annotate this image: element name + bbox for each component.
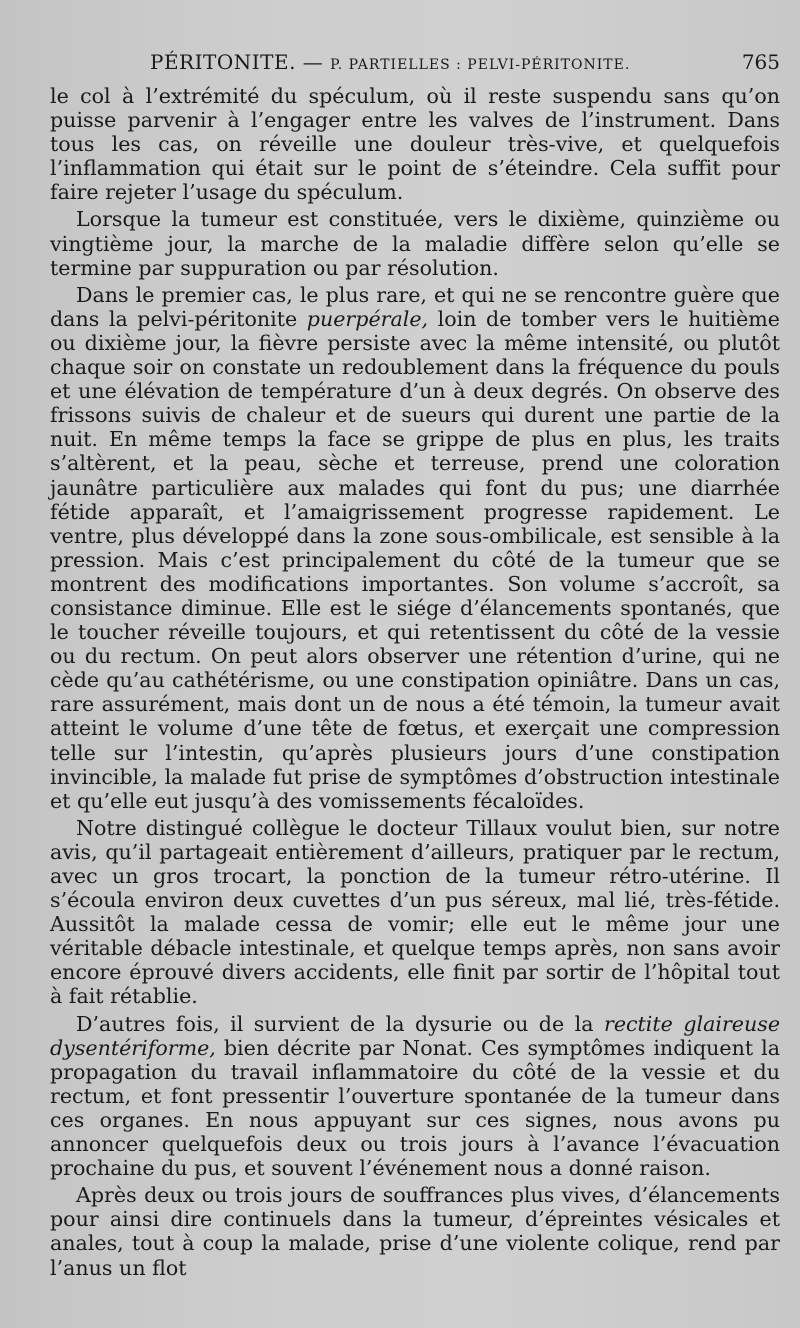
paragraph-4: Notre distingué collègue le docteur Tillaux voulut bien, sur notre avis, qu’il partageait entièrement d’ailleurs, pratiquer par le rectum, avec un gros trocart, la ponction de la tumeur rétro-utérine. Il s’écoula environ deux cuvettes d’un pus séreux, mal lié, très-fétide. Aussitôt la malade cessa de vomir; elle eut le même jour une véritable débacle intestinale, et quelque temps après, non sans avoir encore éprouvé divers accidents, elle finit par sortir de l’hôpital tout à fait rétablie. [50, 815, 780, 1009]
paragraph-5-text-a: D’autres fois, il survient de la dysurie ou de la [76, 1011, 604, 1036]
paragraph-3 [50, 283, 780, 813]
running-head-dash: — [295, 50, 331, 74]
running-head-subtitle: P. PARTIELLES : PELVI-PÉRITONITE. [330, 57, 631, 73]
running-head-title: PÉRITONITE. [150, 50, 296, 74]
page-number: 765 [741, 50, 780, 74]
paragraph-1: le col à l’extrémité du spéculum, où il reste suspendu sans qu’on puisse parvenir à l’engager entre les valves de l’instrument. Dans tous les cas, on réveille une douleur très-vive, et quelquefois l’inflammation qui était sur le point de s’éteindre. Cela suffit pour faire rejeter l’usage du spéculum. [50, 84, 780, 205]
running-head [150, 50, 630, 74]
paragraph-3-italic: puerpérale, [306, 306, 429, 331]
body-text [50, 84, 780, 1280]
page-header [120, 50, 780, 80]
paragraph-5 [50, 1012, 780, 1181]
paragraph-3-text-a: Dans le premier cas, le plus rare, et qui ne se rencontre guère que dans la pelvi-péritonite [50, 282, 780, 331]
paragraph-3-text-b: loin de tomber vers le huitième ou dixième jour, la fièvre persiste avec la même intensité, ou plutôt chaque soir on constate un redoublement dans la fréquence du pouls et une élévation de température d’un à deux degrés. On observe des frissons suivis de chaleur et de sueurs qui durent une partie de la nuit. En même temps la face se grippe de plus en plus, les traits s’altèrent, et la peau, sèche et terreuse, prend une coloration jaunâtre particulière aux malades qui font du pus; une diarrhée fétide apparaît, et l’amaigrissement progresse rapidement. Le ventre, plus développé dans la zone sous-ombilicale, est sensible à la pression. Mais c’est principalement du côté de la tumeur que se montrent des modifications importantes. Son volume s’accroît, sa consistance diminue. Elle est le siége d’élancements spontanés, que le toucher réveille toujours, et qui retentissent du côté de la vessie ou du rectum. On peut alors observer une rétention d’urine, qui ne cède qu’au cathétérisme, ou une constipation opiniâtre. Dans un cas, rare assurément, mais dont un de nous a été témoin, la tumeur avait atteint le volume d’une tête de fœtus, et exerçait une compression telle sur l’intestin, qu’après plusieurs jours d’une constipation invincible, la malade fut prise de symptômes d’obstruction intestinale et qu’elle eut jusqu’à des vomissements fécaloïdes. [50, 306, 780, 813]
paragraph-5-text-b: bien décrite par Nonat. Ces symptômes indiquent la propagation du travail inflammatoire du côté de la vessie et du rectum, et font pressentir l’ouverture spontanée de la tumeur dans ces organes. En nous appuyant sur ces signes, nous avons pu annoncer quelquefois deux ou trois jours à l’avance l’évacuation prochaine du pus, et souvent l’événement nous a donné raison. [50, 1035, 780, 1181]
paragraph-2: Lorsque la tumeur est constituée, vers le dixième, quinzième ou vingtième jour, la marche de la maladie diffère selon qu’elle se termine par suppuration ou par résolution. [50, 207, 780, 280]
paragraph-6: Après deux ou trois jours de souffrances plus vives, d’élancements pour ainsi dire continuels dans la tumeur, d’épreintes vésicales et anales, tout à coup la malade, prise d’une violente colique, rend par l’anus un flot [50, 1183, 780, 1280]
paragraph-5-italic: rectite glaireuse dysentériforme, [50, 1011, 781, 1060]
